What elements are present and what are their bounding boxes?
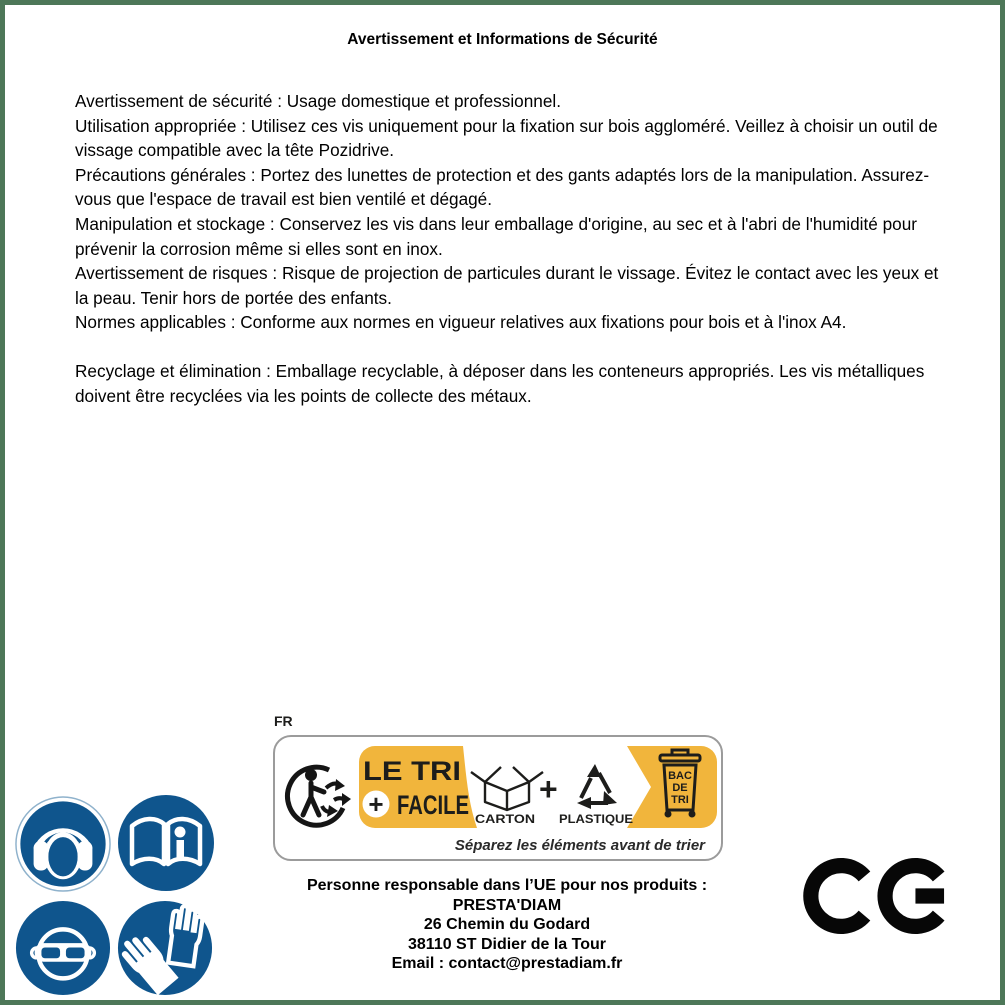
tri-facile-banner [359, 746, 717, 830]
paragraph-recycling: Recyclage et élimination : Emballage recyclable, à déposer dans les conteneurs appropriés. Les vis métalliques doivent être recyclées via les points de collecte des métaux. [75, 360, 925, 406]
company-name: PRESTA'DIAM [452, 896, 562, 914]
bin-text-line1: BAC [668, 770, 692, 782]
page-title: Avertissement et Informations de Sécurité [347, 31, 658, 48]
triman-recycling-badge [273, 735, 723, 861]
country-code-label: FR [274, 713, 293, 729]
wear-ear-protection-pictogram [14, 795, 112, 893]
address-line2: 38110 ST Didier de la Tour [408, 935, 606, 953]
bin-text-line3: TRI [671, 794, 689, 806]
responsible-intro: Personne responsable dans l’UE pour nos produits : [306, 877, 708, 894]
tri-headline-line2: FACILE [397, 790, 469, 820]
safety-text-block [75, 89, 939, 408]
wear-eye-protection-pictogram [14, 899, 112, 997]
address-line1: 26 Chemin du Godard [423, 916, 591, 933]
triman-icon [283, 749, 359, 843]
paragraph-appropriate-use: Utilisation appropriée : Utilisez ces vis uniquement pour la fixation sur bois aggloméré. Veillez à choisir un outil de vissage compatible avec la tête Pozidrive. [75, 115, 938, 161]
tri-caption: Séparez les éléments avant de trier [454, 837, 705, 854]
paragraph-risk-warning: Avertissement de risques : Risque de projection de particules durant le vissage. Évitez le contact avec les yeux et la peau. Tenir hors de portée des enfants. [75, 263, 939, 308]
paragraph-applicable-standards: Normes applicables : Conforme aux normes en vigueur relatives aux fixations pour bois et à l'inox A4. [75, 312, 847, 333]
ce-mark-icon [801, 851, 953, 941]
responsible-person-block [146, 876, 868, 974]
paragraph-general-precautions: Précautions générales : Portez des lunettes de protection et des gants adaptés lors de la manipulation. Assurez-vous que l'espace de travail est bien ventilé et dégagé. [75, 164, 930, 210]
material-plastique-label: PLASTIQUE [559, 812, 633, 826]
paragraph-handling-storage: Manipulation et stockage : Conservez les vis dans leur emballage d'origine, au sec et à l'abri de l'humidité pour prévenir la corrosion même si elles sont en inox. [75, 213, 917, 259]
email-line: Email : contact@prestadiam.fr [391, 955, 623, 972]
tri-headline-plus: + [368, 789, 384, 819]
plus-separator: + [539, 771, 558, 807]
bin-text-line2: DE [672, 782, 688, 794]
paragraph-safety-warning: Avertissement de sécurité : Usage domestique et professionnel. [75, 91, 561, 111]
material-carton-label: CARTON [475, 812, 535, 826]
tri-headline-line1: LE TRI [363, 756, 461, 786]
